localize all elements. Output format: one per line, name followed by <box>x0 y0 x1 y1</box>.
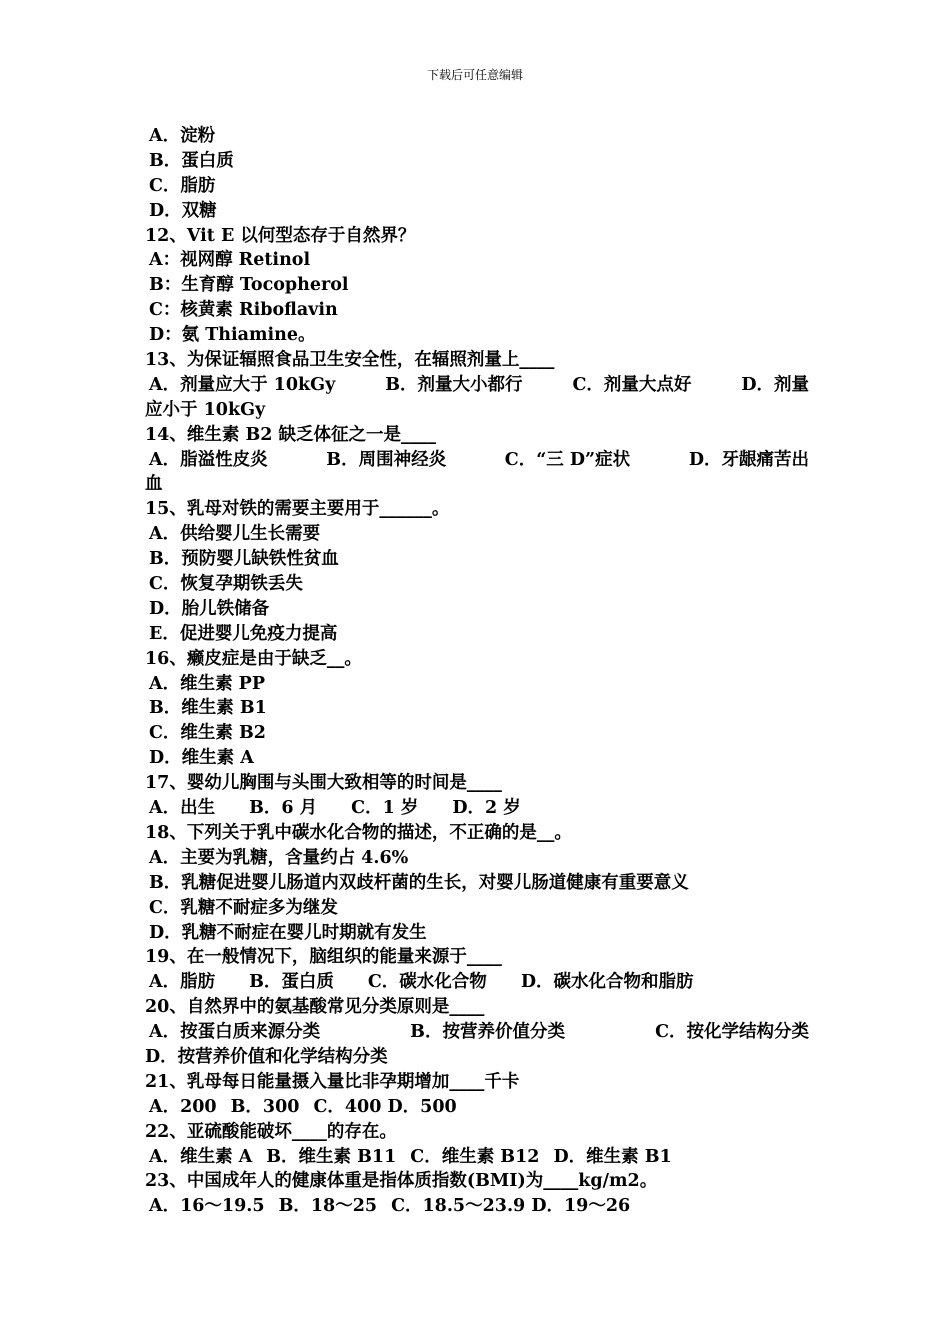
question-12: 12、Vit E 以何型态存于自然界？ <box>145 225 416 246</box>
option-line: A．主要为乳糖，含量约占 4.6% <box>149 847 409 868</box>
option-c: C．18.5～23.9 D．19～26 <box>391 1196 631 1217</box>
option-c: C．1 岁 <box>351 798 419 819</box>
question-22: 22、亚硫酸能破坏____的存在。 <box>145 1121 397 1142</box>
option-line: B：生育醇 Tocopherol <box>149 275 349 296</box>
option-row <box>145 1145 809 1170</box>
option-line: A．维生素 PP <box>149 673 265 694</box>
option-row <box>145 448 809 473</box>
option-line: A．淀粉 <box>149 126 216 146</box>
option-a: A．按蛋白质来源分类 <box>149 1022 321 1043</box>
option-b: B．蛋白质 <box>249 972 334 993</box>
option-line: D．维生素 A <box>149 748 254 769</box>
option-line: C：核黄素 Riboflavin <box>149 300 338 321</box>
option-b: B．18～25 <box>278 1196 378 1217</box>
option-row <box>145 970 809 995</box>
option-d: D．碳水化合物和脂肪 <box>520 972 694 993</box>
document-body <box>145 124 809 1219</box>
option-wrap: 应小于 10kGy <box>145 399 266 420</box>
option-row <box>145 1020 809 1045</box>
option-row <box>145 1095 809 1120</box>
option-a: A．剂量应大于 10kGy <box>149 374 336 395</box>
option-line: C．乳糖不耐症多为继发 <box>149 897 338 918</box>
option-c: C．碳水化合物 <box>367 972 487 993</box>
question-16: 16、癞皮症是由于缺乏__。 <box>145 648 362 669</box>
option-line: D．胎儿铁储备 <box>149 598 270 619</box>
option-c: C．按化学结构分类 <box>655 1022 809 1043</box>
option-a: A．维生素 A <box>149 1146 253 1167</box>
option-line: B．维生素 B1 <box>149 698 267 719</box>
option-d: D．剂量 <box>741 374 809 395</box>
option-d: D．维生素 B1 <box>553 1146 672 1167</box>
question-17: 17、婴幼儿胸围与头围大致相等的时间是____ <box>145 773 502 794</box>
option-c: C．400 D．500 <box>313 1096 457 1117</box>
option-line: D：氨 Thiamine。 <box>149 325 316 346</box>
option-line: D．乳糖不耐症在婴儿时期就有发生 <box>149 922 427 943</box>
option-line: B．乳糖促进婴儿肠道内双歧杆菌的生长，对婴儿肠道健康有重要意义 <box>149 872 689 893</box>
option-a: A．200 <box>149 1096 217 1117</box>
option-line: E．促进婴儿免疫力提高 <box>149 623 338 644</box>
option-row <box>145 796 809 821</box>
option-line: C．脂肪 <box>149 175 216 196</box>
option-b: B．300 <box>230 1096 300 1117</box>
question-13: 13、为保证辐照食品卫生安全性，在辐照剂量上____ <box>145 350 555 371</box>
option-row <box>145 1194 809 1219</box>
option-a: A．脂溢性皮炎 <box>149 449 268 470</box>
option-line: A．供给婴儿生长需要 <box>149 524 321 545</box>
option-c: C．剂量大点好 <box>572 374 692 395</box>
option-d: D．牙龈痛苦出 <box>688 449 809 470</box>
question-23: 23、中国成年人的健康体重是指体质指数(BMI)为____kg/m2。 <box>145 1171 658 1192</box>
question-20: 20、自然界中的氨基酸常见分类原则是____ <box>145 997 485 1018</box>
option-line: B．预防婴儿缺铁性贫血 <box>149 549 339 570</box>
option-line: A：视网醇 Retinol <box>149 250 311 271</box>
option-b: B．周围神经炎 <box>326 449 447 470</box>
option-a: A．出生 <box>149 798 216 819</box>
option-d: D．按营养价值和化学结构分类 <box>145 1046 388 1067</box>
question-15: 15、乳母对铁的需要主要用于______。 <box>145 499 450 520</box>
question-18: 18、下列关于乳中碳水化合物的描述，不正确的是__。 <box>145 822 572 843</box>
option-b: B．维生素 B11 <box>266 1146 397 1167</box>
question-19: 19、在一般情况下，脑组织的能量来源于____ <box>145 947 502 968</box>
question-21: 21、乳母每日能量摄入量比非孕期增加____千卡 <box>145 1071 520 1092</box>
option-b: B．按营养价值分类 <box>410 1022 565 1043</box>
option-b: B．6 月 <box>249 798 318 819</box>
option-line: B．蛋白质 <box>149 150 234 171</box>
option-line: D．双糖 <box>149 200 217 221</box>
question-14: 14、维生素 B2 缺乏体征之一是____ <box>145 424 437 445</box>
option-c: C．维生素 B12 <box>410 1146 540 1167</box>
option-wrap: 血 <box>145 474 163 495</box>
option-a: A．16～19.5 <box>149 1196 265 1217</box>
option-d: D．2 岁 <box>452 798 521 819</box>
option-c: C．“三 D”症状 <box>504 449 631 470</box>
option-a: A．脂肪 <box>149 972 216 993</box>
option-line: C．恢复孕期铁丢失 <box>149 574 303 595</box>
option-line: C．维生素 B2 <box>149 723 266 744</box>
option-b: B．剂量大小都行 <box>385 374 523 395</box>
page-header: 下载后可任意编辑 <box>426 68 523 82</box>
option-row <box>145 373 809 398</box>
